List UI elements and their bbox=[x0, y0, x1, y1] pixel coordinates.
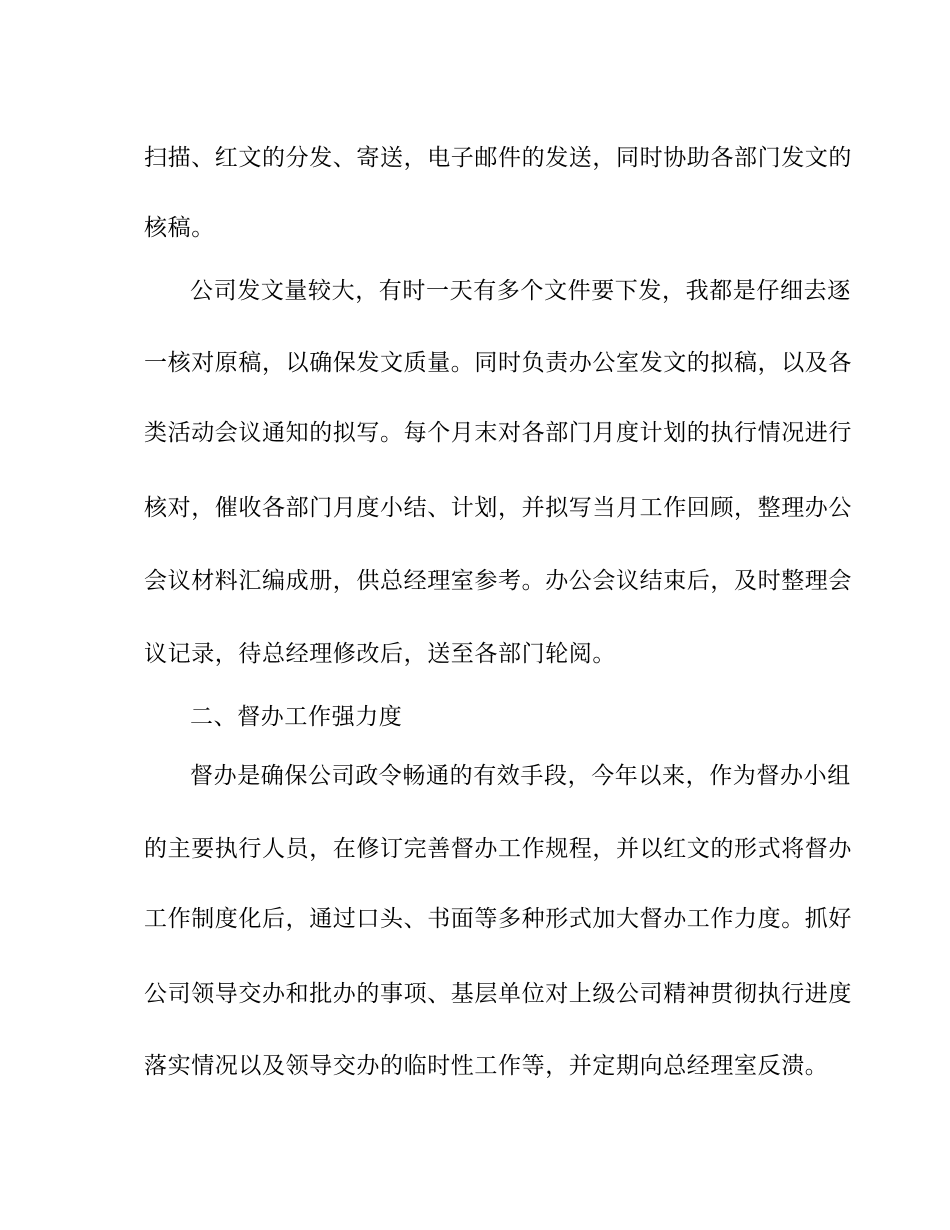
text-line-6: 核对，催收各部门月度小结、计划，并拟写当月工作回顾，整理办公 bbox=[144, 495, 852, 521]
text-line-11: 的主要执行人员，在修订完善督办工作规程，并以红文的形式将督办 bbox=[144, 836, 852, 862]
text-line-1: 扫描、红文的分发、寄送，电子邮件的发送，同时协助各部门发文的 bbox=[144, 145, 852, 171]
section-heading: 二、督办工作强力度 bbox=[190, 704, 403, 730]
text-line-2: 核稿。 bbox=[144, 215, 215, 241]
text-line-13: 公司领导交办和批办的事项、基层单位对上级公司精神贯彻执行进度 bbox=[144, 981, 852, 1007]
text-line-4: 一核对原稿，以确保发文质量。同时负责办公室发文的拟稿，以及各 bbox=[144, 350, 852, 376]
text-line-12: 工作制度化后，通过口头、书面等多种形式加大督办工作力度。抓好 bbox=[144, 906, 852, 932]
text-line-7: 会议材料汇编成册，供总经理室参考。办公会议结束后，及时整理会 bbox=[144, 568, 852, 594]
text-line-5: 类活动会议通知的拟写。每个月末对各部门月度计划的执行情况进行 bbox=[144, 420, 852, 446]
text-line-10: 督办是确保公司政令畅通的有效手段，今年以来，作为督办小组 bbox=[190, 763, 851, 789]
text-line-8: 议记录，待总经理修改后，送至各部门轮阅。 bbox=[144, 641, 616, 667]
text-line-14: 落实情况以及领导交办的临时性工作等，并定期向总经理室反溃。 bbox=[144, 1053, 829, 1079]
text-line-3: 公司发文量较大，有时一天有多个文件要下发，我都是仔细去逐 bbox=[190, 278, 851, 304]
